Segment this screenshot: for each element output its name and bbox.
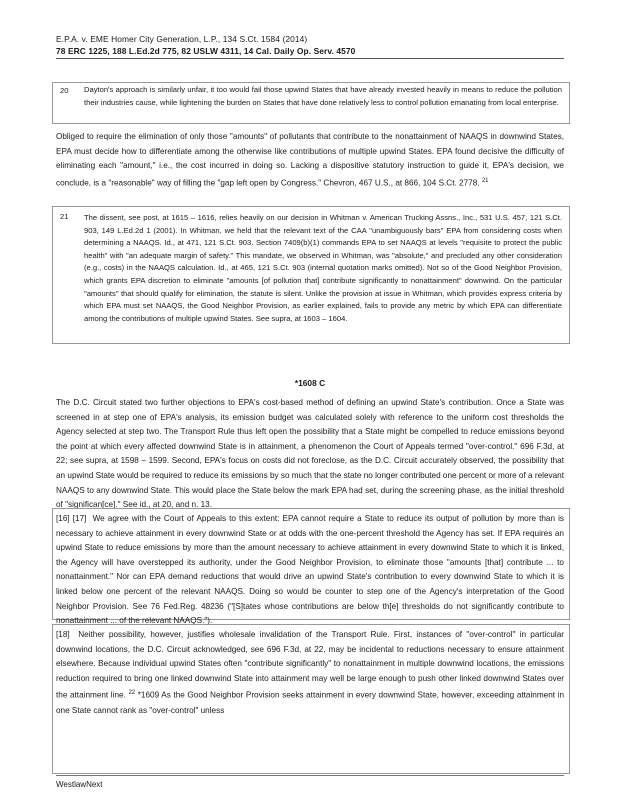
westlaw-footer-logo: WestlawNext [56,780,103,789]
paragraph-18-text-b: As the Good Neighbor Provision seeks attainment in every downwind State, however, exceeding attainment in one State cannot rank as "over-control" unless [56,691,565,715]
footnote-21-text: The dissent, see post, at 1615 – 1616, relies heavily on our decision in Whitman v. American Trucking Assns., Inc., 531 U.S. 457, 121 S.Ct. 903, 149 L.Ed.2d 1 (2001). In Whitman, we held that the relevant text of the CAA "unambiguously bars" EPA from considering costs when determining a NAAQS. Id., at 471, 121 S.Ct. 903. Section 7409(b)(1) commands EPA to set NAAQS at levels "requisite to protect the public health" with "an adequate margin of safety." This mandate, we observed in Whitman, was "absolute," and precluded any other consideration (e.g., costs) in the NAAQS calculation. Id., at 465, 121 S.Ct. 903 (internal quotation marks omitted). Not so of the Good Neighbor Provision, which grants EPA discretion to eliminate "amounts [of pollution that] contribute significantly to nonattainment" downwind. On the particular "amounts" that should qualify for elimination, the statute is silent. Unlike the provision at issue in Whitman, which provides express criteria by which EPA must set NAAQS, the Good Neighbor Provision, as earlier explained, fails to provide any metric by which EPA can differentiate among the contributions of multiple upwind States. See supra, at 1603 – 1604. [84,213,562,323]
footnote-20-text: Dayton's approach is similarly unfair, it too would fail those upwind States that have already invested heavily in means to reduce the pollution their industries cause, while lightening the burden on States that have done relatively less to control pollution emanating from local enterprise. [84,85,562,107]
paragraph-16 [56,512,564,629]
footnote-number: 20 [60,86,69,95]
paragraph-18-text-a: Neither possibility, however, justifies wholesale invalidation of the Transport Rule. First, instances of "over-control" in particular downwind locations, the D.C. Circuit acknowledged, see 696 F.3d, at 22, may be incidental to reductions necessary to ensure attainment elsewhere. Because individual upwind States often "contribute significantly" to nonattainment in multiple downwind locations, the emissions reduction required to bring one linked downwind State into attainment may well be large enough to push other linked downwind States over the attainment line. [56,630,564,701]
paragraph-c: The D.C. Circuit stated two further objections to EPA's cost-based method of defining an upwind State's contribution. Once a State was screened in at step one of EPA's analysis, its emission budget was calculated solely with reference to the uniform cost thresholds the Agency selected at step two. The Transport Rule thus left open the possibility that a State might be compelled to reduce emissions beyond the point at which every affected downwind State is in attainment, a phenomenon the Court of Appeals termed "over-control." 696 F.3d, at 22; see supra, at 1598 – 1599. Second, EPA's focus on costs did not foreclose, as the D.C. Circuit accurately observed, the possibility that an upwind State would be required to reduce its emissions by so much that the state no longer contributed one percent or more of a relevant NAAQS to any downwind State. This would place the State below the mark EPA had set, during the screening phase, as the initial threshold of "significan[ce]." See id., at 20, and n. 13. [56,398,564,510]
paragraph-16-text: We agree with the Court of Appeals to this extent: EPA cannot require a State to reduce its output of pollution by more than is necessary to achieve attainment in every downwind State or at odds with the one-percent threshold the Agency has set. If EPA requires an upwind State to reduce emissions by more than the amount necessary to achieve attainment in every downwind State to which it is linked, the Agency will have overstepped its authority, under the Good Neighbor Provision, to eliminate those "amounts [that] contribute ... to nonattainment." Nor can EPA demand reductions that would drive an upwind State's contribution to every downwind State to which it is linked below one percent of the relevant NAAQS. Doing so would be counter to step one of the Agency's interpretation of the Good Neighbor Provision. See 76 Fed.Reg. 48236 ("[S]tates whose contributions are below th[e] thresholds do not significantly contribute to nonattainment ... of the relevant NAAQS."). [56,514,565,626]
main-paragraph [56,130,564,191]
main-paragraph-text: Obliged to require the elimination of only those "amounts" of pollutants that contribute to the nonattainment of NAAQS in downwind States, EPA must decide how to differentiate among the otherwise like contributions of multiple upwind States. EPA found decisive the difficulty of eliminating each "amount," i.e., the cost incurred in doing so. Lacking a dispositive statutory instruction to guide it, EPA's decision, we conclude, is a "reasonable" way of filling the "gap left open by Congress." Chevron, 467 U.S., at 866, 104 S.Ct. 2778. [56,132,564,188]
footnote-ref[interactable]: 22 [128,690,136,697]
header-divider [56,58,564,59]
case-citation: E.P.A. v. EME Homer City Generation, L.P., 134 S.Ct. 1584 (2014) [56,34,308,44]
footnote-number: 21 [60,212,69,221]
section-heading: *1608 C [294,378,326,388]
headnote-marker[interactable]: [18] [56,630,70,639]
paragraph-18 [56,628,564,718]
footer-divider [56,775,564,776]
headnote-markers[interactable]: [16] [17] [56,514,87,523]
reporter-citations: 78 ERC 1225, 188 L.Ed.2d 775, 82 USLW 4311, 14 Cal. Daily Op. Serv. 4570 [56,46,356,56]
footnote-ref[interactable]: 21 [481,177,489,184]
page-star: *1609 [137,691,160,701]
